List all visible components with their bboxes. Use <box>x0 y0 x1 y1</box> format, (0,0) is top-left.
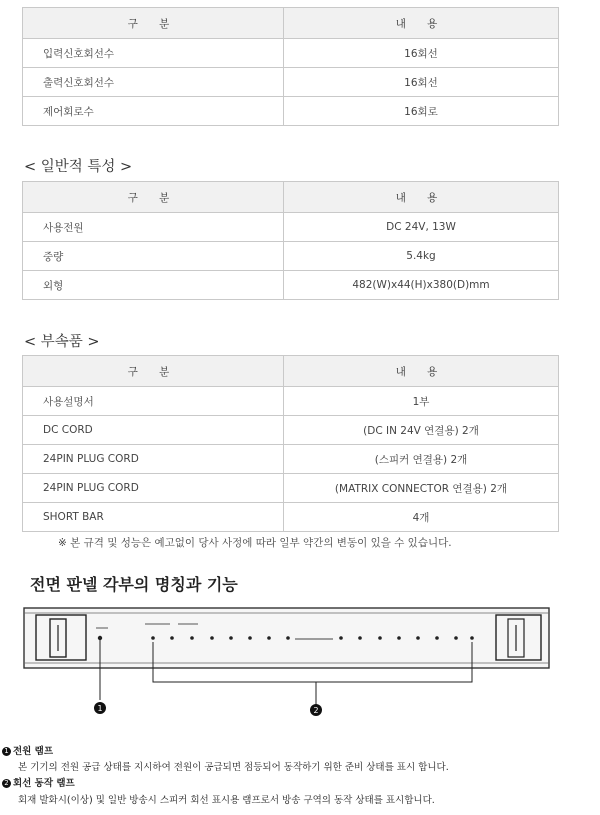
item-2-number: 2 <box>2 779 11 788</box>
row-key: 24PIN PLUG CORD <box>23 445 284 474</box>
row-value: 4개 <box>284 503 559 532</box>
front-panel-title: 전면 판넬 각부의 명칭과 기능 <box>30 575 238 594</box>
row-value: 482(W)x44(H)x380(D)mm <box>284 271 559 300</box>
item-1-heading <box>2 743 53 757</box>
row-value: (스피커 연결용) 2개 <box>284 445 559 474</box>
table-row <box>23 387 559 416</box>
table-header-row <box>23 356 559 387</box>
row-value: 5.4kg <box>284 242 559 271</box>
disclaimer-note: ※ 본 규격 및 성능은 예고없이 당사 사정에 따라 일부 약간의 변동이 있을 수 있습니다. <box>58 537 452 549</box>
table-row <box>23 68 559 97</box>
header-col1: 구 분 <box>23 182 284 213</box>
header-col1: 구 분 <box>23 8 284 39</box>
row-key: SHORT BAR <box>23 503 284 532</box>
callout-1-label: 1 <box>97 704 103 713</box>
table-row <box>23 39 559 68</box>
row-value: (DC IN 24V 연결용) 2개 <box>284 416 559 445</box>
table-row <box>23 503 559 532</box>
table-header-row <box>23 182 559 213</box>
front-panel-diagram <box>0 600 600 725</box>
row-key: 사용설명서 <box>23 387 284 416</box>
item-1-number: 1 <box>2 747 11 756</box>
header-col1: 구 분 <box>23 356 284 387</box>
power-lamp <box>98 636 102 640</box>
table-row <box>23 416 559 445</box>
item-2-description: 회재 발화시(이상) 및 일반 방송시 스피커 회선 표시용 램프로서 방송 구역의 동작 상태를 표시합니다. <box>18 795 435 806</box>
row-key: 외형 <box>23 271 284 300</box>
table-row <box>23 271 559 300</box>
row-key: 중량 <box>23 242 284 271</box>
item-1-description: 본 기기의 전원 공급 상태를 지시하여 전원이 공급되면 점등되어 동작하기 위한 준비 상태를 표시 합니다. <box>18 762 449 773</box>
table-row <box>23 474 559 503</box>
accessories-section-title: < 부속품 > <box>24 334 100 350</box>
lines-table <box>22 7 559 126</box>
row-key: 사용전원 <box>23 213 284 242</box>
general-section-title: < 일반적 특성 > <box>24 159 133 175</box>
item-1-name: 전원 램프 <box>13 746 54 757</box>
item-2-heading <box>2 775 75 789</box>
row-value: DC 24V, 13W <box>284 213 559 242</box>
general-table <box>22 181 559 300</box>
row-key: 제어회로수 <box>23 97 284 126</box>
row-key: 출력신호회선수 <box>23 68 284 97</box>
row-value: 16회로 <box>284 97 559 126</box>
row-value: 16회선 <box>284 39 559 68</box>
callout-2-label: 2 <box>313 706 319 715</box>
table-header-row <box>23 8 559 39</box>
accessories-table <box>22 355 559 532</box>
header-col2: 내 용 <box>284 182 559 213</box>
table-row <box>23 445 559 474</box>
item-2-name: 회선 동작 램프 <box>13 778 75 789</box>
row-key: 입력신호회선수 <box>23 39 284 68</box>
row-value: 1부 <box>284 387 559 416</box>
row-key: DC CORD <box>23 416 284 445</box>
header-col2: 내 용 <box>284 356 559 387</box>
header-col2: 내 용 <box>284 8 559 39</box>
row-value: (MATRIX CONNECTOR 연결용) 2개 <box>284 474 559 503</box>
table-row <box>23 242 559 271</box>
table-row <box>23 97 559 126</box>
table-row <box>23 213 559 242</box>
row-key: 24PIN PLUG CORD <box>23 474 284 503</box>
row-value: 16회선 <box>284 68 559 97</box>
